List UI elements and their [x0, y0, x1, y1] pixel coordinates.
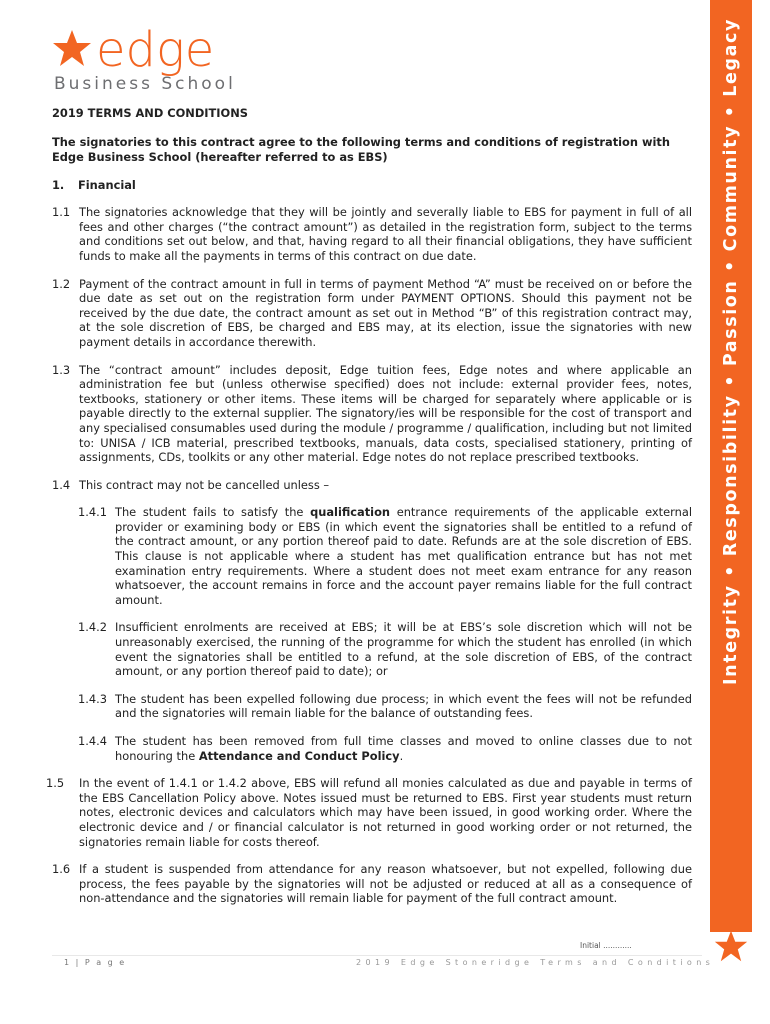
initial-field: Initial ............ — [580, 941, 632, 950]
subclause-1-4-4 — [78, 734, 692, 763]
logo-wordmark: edge — [96, 22, 215, 78]
clause-number: 1.5 — [46, 776, 65, 791]
logo-subtitle: Business School — [54, 74, 236, 94]
document-body — [46, 106, 692, 919]
clause-1-1 — [52, 205, 692, 263]
subclause-text-post: entrance requirements of the applicable external provider or examining body or EBS (in which event the signatories shall be entitled to a refund of the contract amount, or any portion thereof paid to date. Refunds are at the sole discretion of EBS. This clause is not applicable where a student has met qualification entrance but has not met examination entry requirements. Where a student does not meet exam entrance for any reason whatsoever, the account remains in force and the account payer remains liable for the full contract amount. — [115, 505, 692, 607]
clause-1-4 — [52, 478, 692, 493]
sidebar-star-icon — [714, 929, 748, 963]
document-title: 2019 TERMS AND CONDITIONS — [52, 106, 248, 120]
footer-document-name: 2019 Edge Stoneridge Terms and Conditions — [356, 958, 715, 967]
clause-text: If a student is suspended from attendance for any reason whatsoever, but not expelled, following due process, the fees payable by the signatories will not be adjusted or reduced at all as a consequence of non-attendance and the signatories will remain liable for payment of the full contract amount. — [79, 862, 692, 906]
clause-number: 1.3 — [52, 362, 71, 377]
subclause-text-pre: The student has been removed from full time classes and moved to online classes due to not honouring the — [115, 734, 692, 763]
footer-page-number: 1 | P a g e — [64, 958, 127, 967]
subclause-bold: Attendance and Conduct Policy — [198, 748, 400, 763]
logo — [52, 22, 242, 102]
section-heading — [52, 178, 692, 193]
document-intro: The signatories to this contract agree to the following terms and conditions of registration with Edge Business School (hereafter referred to as EBS) — [52, 134, 670, 165]
subclause-text-post: . — [399, 748, 404, 763]
tagline-text: Integrity • Responsibility • Passion • Community • Legacy — [721, 18, 741, 685]
subclause-number: 1.4.1 — [78, 505, 107, 520]
footer-rule — [52, 955, 702, 956]
clause-number: 1.6 — [52, 862, 71, 877]
clause-1-5 — [46, 776, 692, 849]
clause-text: In the event of 1.4.1 or 1.4.2 above, EBS will refund all monies calculated as due and payable in terms of the EBS Cancellation Policy above. Notes issued must be returned to EBS. First year students must return notes, electronic devices and calculators which may have been issued, in good working order. Where the electronic device and / or financial calculator is not returned in good working order or not returned, the signatories remain liable for costs thereof. — [79, 776, 692, 849]
clause-number: 1.4 — [52, 477, 71, 492]
clause-1-3 — [52, 363, 692, 465]
clause-1-6 — [52, 862, 692, 906]
clause-1-2 — [52, 277, 692, 350]
subclause-text-pre: The student fails to satisfy the — [115, 505, 311, 520]
star-icon — [52, 28, 92, 68]
subclause-1-4-1 — [78, 505, 692, 607]
subclause-number: 1.4.2 — [78, 620, 107, 635]
clause-number: 1.1 — [52, 205, 71, 220]
clause-text: This contract may not be cancelled unless – — [79, 477, 330, 492]
clause-text: Payment of the contract amount in full in terms of payment Method “A” must be received on or before the due date as set out on the registration form under PAYMENT OPTIONS. Should this payment not be received by the due date, the contract amount as set out in Method “B” of this registration contract may, at the sole discretion of EBS, be charged and EBS may, at its election, issue the signatories with new payment details in accordance therewith. — [79, 276, 692, 349]
section-number: 1. — [52, 177, 65, 192]
tagline-sidebar — [710, 0, 752, 932]
subclause-1-4-3 — [78, 692, 692, 721]
subclause-1-4-2 — [78, 620, 692, 678]
subclause-text: Insufficient enrolments are received at EBS; it will be at EBS’s sole discretion which will not be unreasonably exercised, the running of the programme for which the student has enrolled (in which event the signatories shall be entitled to a refund, at the sole discretion of EBS, of the contract amount, or any portion thereof paid to date); or — [115, 620, 692, 679]
clause-text: The signatories acknowledge that they will be jointly and severally liable to EBS for payment in full of all fees and other charges (“the contract amount”) as detailed in the registration form, subject to the terms and conditions set out below, and that, having regard to all their financial obligations, they have sufficient funds to make all the payments in terms of this contract on due date. — [79, 205, 692, 263]
clause-number: 1.2 — [52, 276, 71, 291]
subclause-number: 1.4.3 — [78, 691, 107, 706]
section-title: Financial — [78, 177, 136, 192]
subclause-bold: qualification — [310, 505, 391, 520]
clause-text: The “contract amount” includes deposit, Edge tuition fees, Edge notes and where applicable an administration fee but (unless otherwise specified) does not include: external provider fees, notes, textbooks, stationery or other items. These items will be charged for separately where applicable or is payable directly to the external supplier. The signatory/ies will be responsible for the cost of transport and any specialised consumables used during the module / programme / qualification, including but not limited to: UNISA / ICB material, prescribed textbooks, manuals, data costs, specialised stationery, printing of assignments, CDs, toolkits or any other material. Edge notes do not replace prescribed textbooks. — [79, 362, 692, 465]
subclause-text: The student has been expelled following due process; in which event the fees will not be refunded and the signatories will remain liable for the balance of outstanding fees. — [115, 691, 692, 721]
subclause-number: 1.4.4 — [78, 734, 107, 748]
